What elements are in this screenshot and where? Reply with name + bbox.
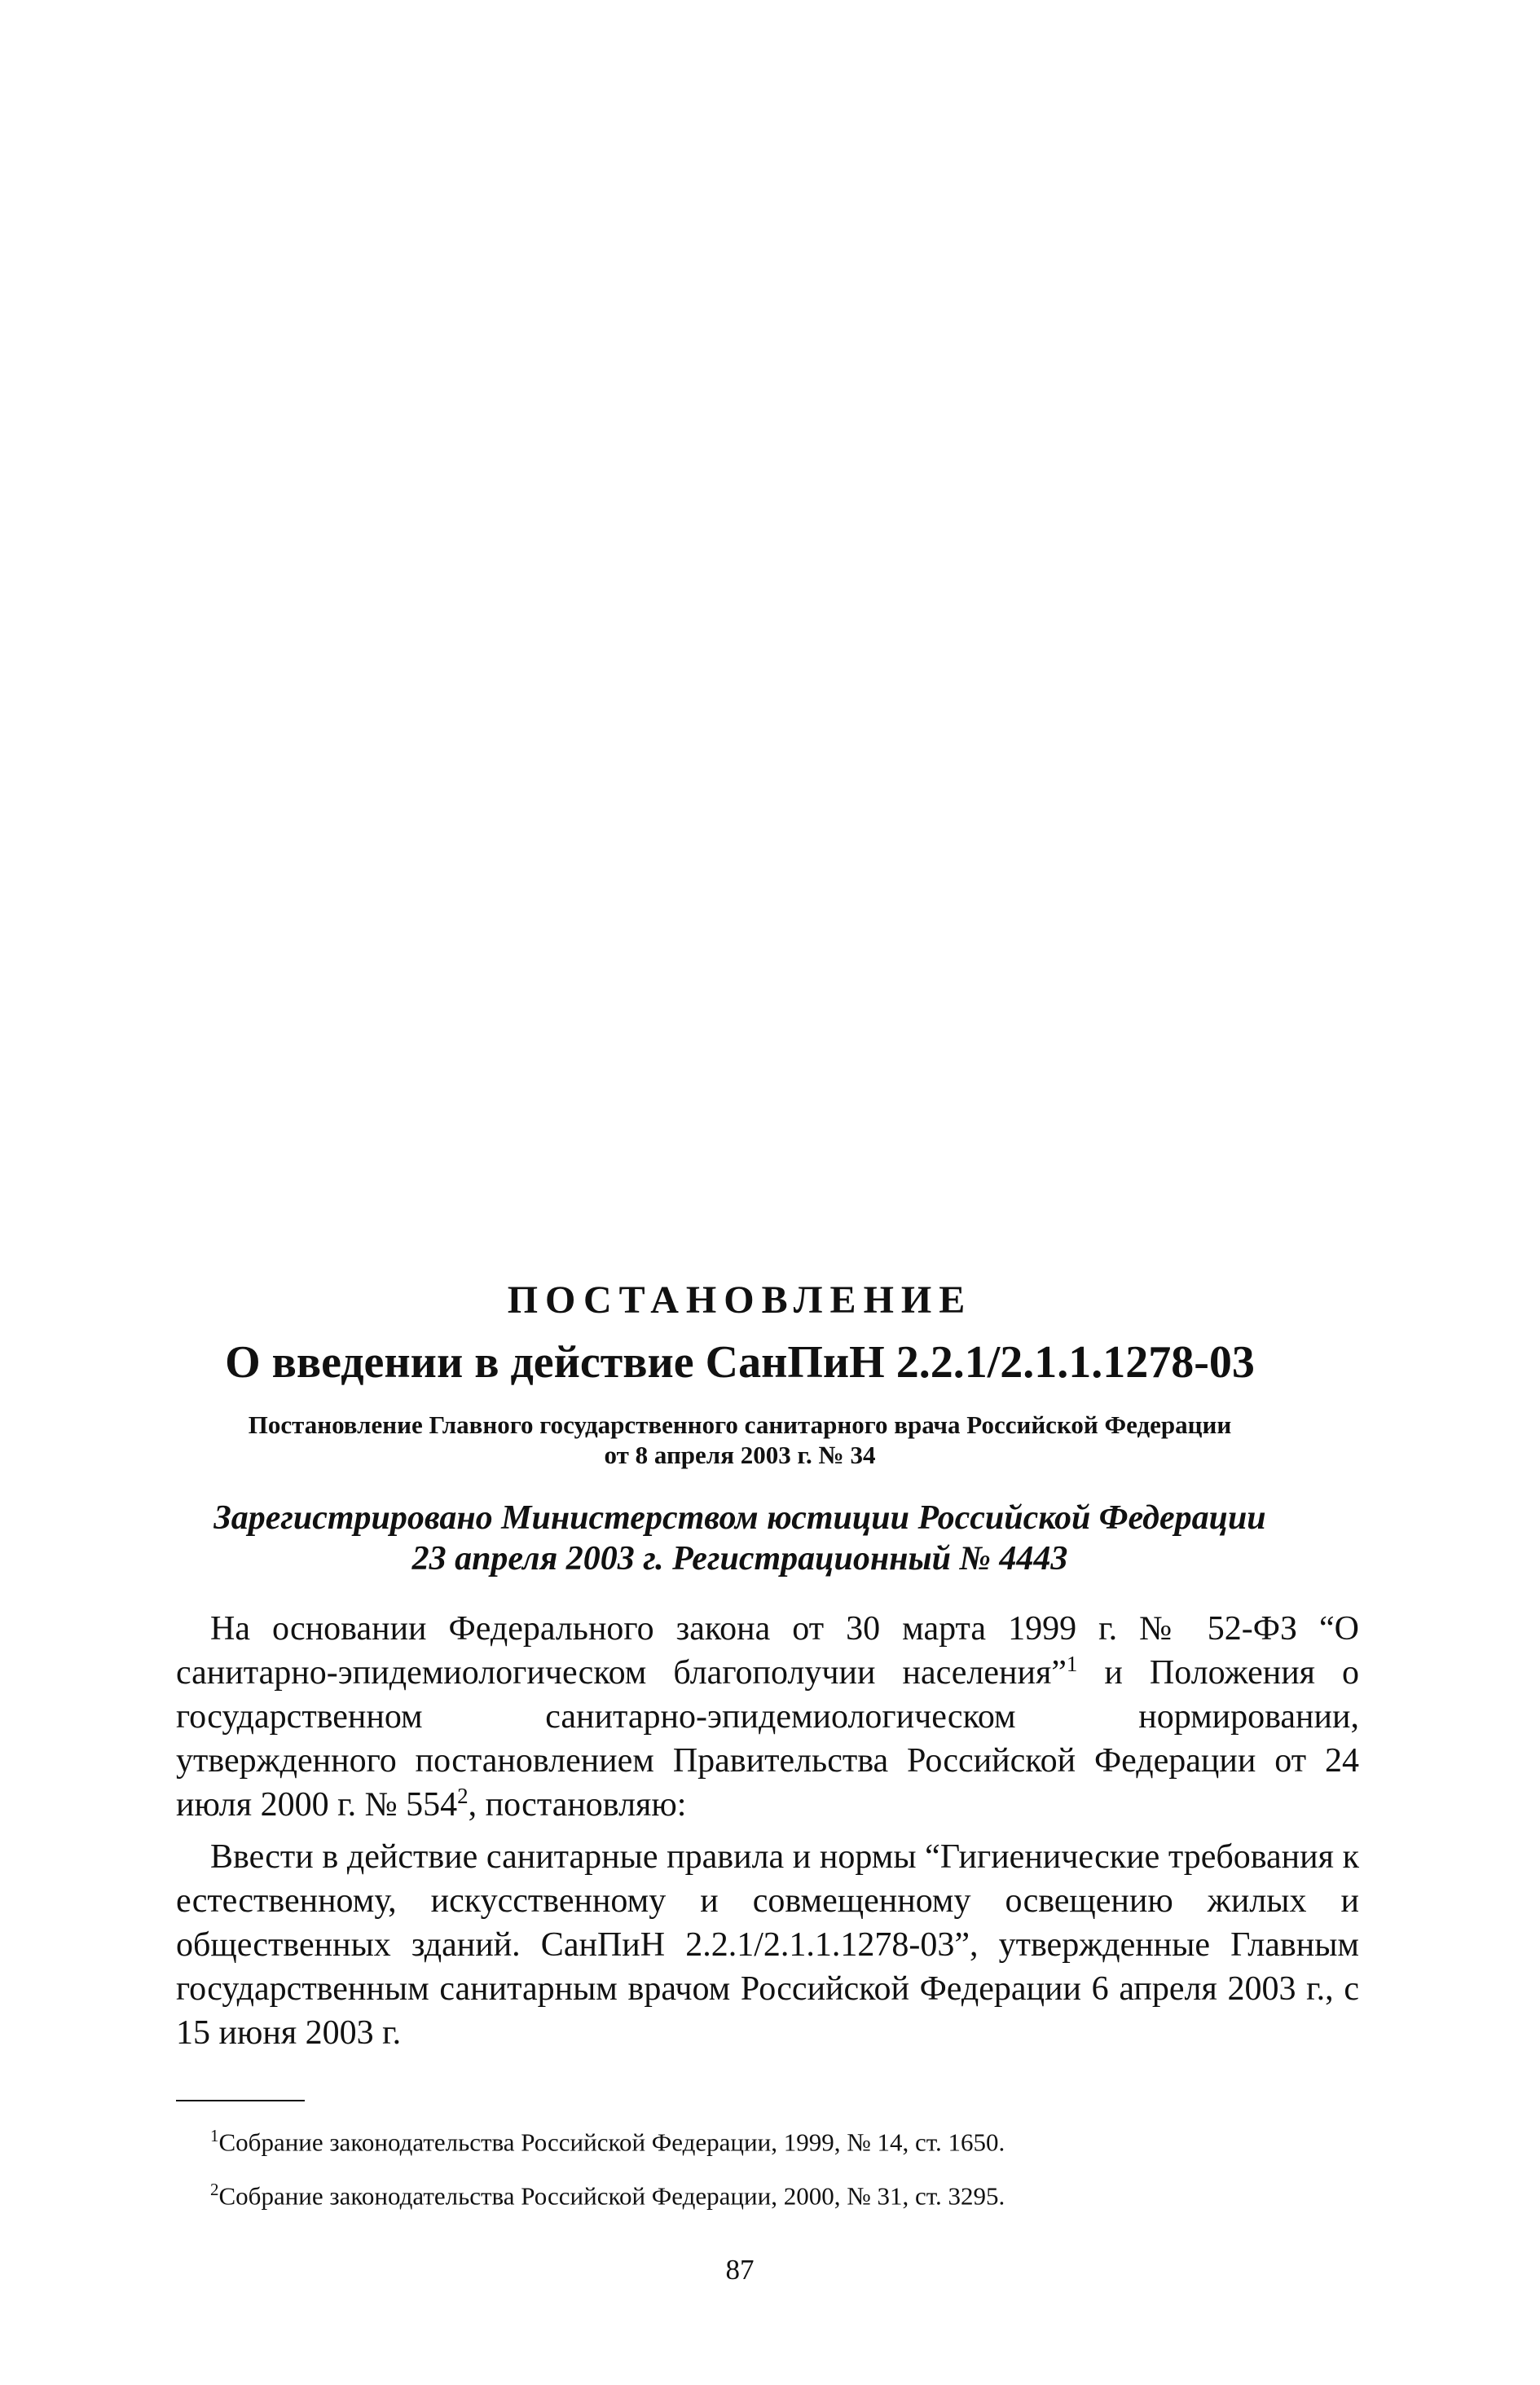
paragraph-basis-part1: На основании Федерального закона от 30 марта 1999 г. № 52-ФЗ “О санитарно-эпидемиологическом благополучии населения” [176, 1610, 1359, 1692]
paragraph-resolution: Ввести в действие санитарные правила и нормы “Гигиенические требования к естественному, искусственному и совмещенному освещению жилых и общественных зданий. СанПиН 2.2.1/2.1.1.1278-03”, утвержденные Главным государственным санитарным врачом Российской Федерации 6 апреля 2003 г., с 15 июня 2003 г. [176, 1838, 1359, 2052]
footnote-text: Собрание законодательства Российской Федерации, 2000, № 31, ст. 3295. [218, 2181, 1005, 2211]
registration-number-line: 23 апреля 2003 г. Регистрационный № 4443 [411, 1540, 1068, 1578]
footnote-divider [176, 2100, 305, 2101]
body-text [176, 1607, 1359, 2063]
footnote-ref-1: 1 [1066, 1652, 1078, 1676]
registration-block [147, 1498, 1333, 1579]
document-subtitle: О введении в действие СанПиН 2.2.1/2.1.1.1278-03 [225, 1337, 1255, 1388]
paragraph-basis [176, 1607, 1359, 1827]
footnote-text: Собрание законодательства Российской Федерации, 1999, № 14, ст. 1650. [218, 2128, 1005, 2157]
footnote-ref-2: 2 [457, 1784, 469, 1808]
issuer-line: Постановление Главного государственного санитарного врача Российской Федерации [248, 1410, 1232, 1439]
paragraph-basis-part3: , постановляю: [468, 1786, 687, 1824]
page-number: 87 [725, 2254, 755, 2286]
footnote-mark: 2 [210, 2180, 219, 2200]
footnote-mark: 1 [210, 2126, 219, 2145]
footnote [210, 2166, 1359, 2220]
issuer-block [163, 1410, 1317, 1470]
footnotes [210, 2112, 1359, 2220]
document-title: ПОСТАНОВЛЕНИЕ [507, 1278, 973, 1322]
issuer-date-line: от 8 апреля 2003 г. № 34 [604, 1441, 876, 1469]
footnote [210, 2112, 1359, 2166]
paragraph-basis-part2: и Положения о государственном санитарно-эпидемиологическом нормировании, утвержденного постановлением Правительства Российской Федерации от 24 июля 2000 г. № 554 [176, 1654, 1359, 1824]
registration-line: Зарегистрировано Министерством юстиции Российской Федерации [213, 1499, 1266, 1537]
